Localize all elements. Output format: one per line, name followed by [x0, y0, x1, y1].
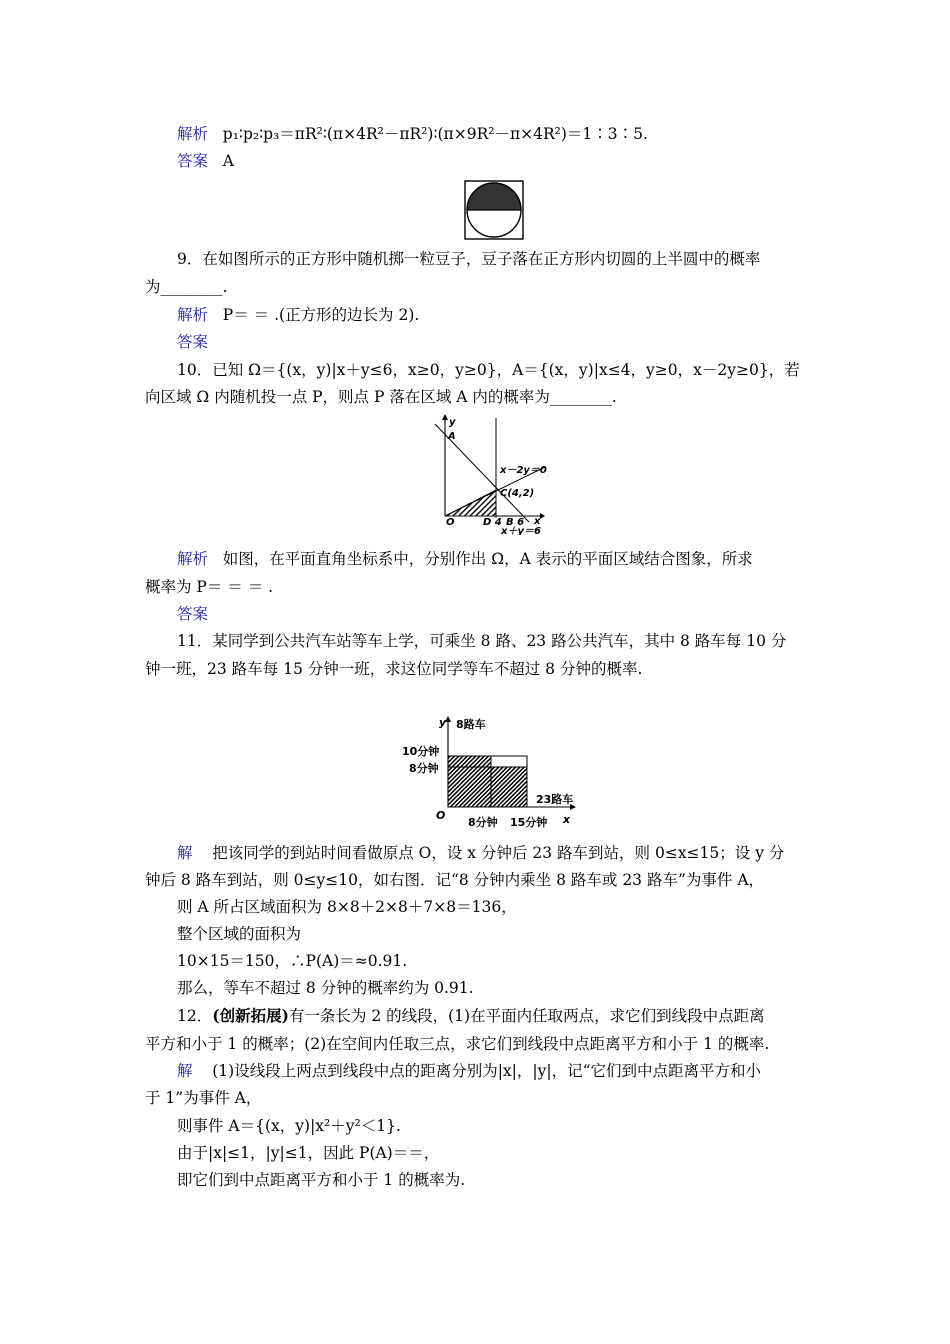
q10-jiexi-line2: 概率为 P＝ ＝ ＝ .: [145, 578, 274, 596]
p8-jiexi-line: [177, 124, 648, 144]
q11-waiting-figure: [400, 712, 585, 836]
label-y: y: [449, 417, 456, 428]
q11-question-line2: 钟一班，23 路车每 15 分钟一班，求这位同学等车不超过 8 分钟的概率.: [145, 660, 643, 678]
p8-jiexi-text: p₁∶p₂∶p₃＝πR²∶(π×4R²－πR²)∶(π×9R²－π×4R²)＝1∶3∶5.: [222, 125, 648, 143]
jiexi-label: 解析: [177, 125, 209, 143]
label-B6: B 6: [506, 517, 525, 528]
jiexi-label: 解析: [177, 550, 209, 568]
q12-number: 12．: [177, 1007, 213, 1025]
answer-label: 答案: [177, 333, 209, 351]
q9-question-line2: 为________.: [145, 278, 228, 296]
label-x: x: [534, 516, 541, 527]
q12-solution-line5: 即它们到中点距离平方和小于 1 的概率为.: [177, 1171, 466, 1189]
p8-answer-line: [177, 151, 234, 171]
label-line-x-2y: x－2y＝0: [500, 465, 547, 476]
label-8lu: 8路车: [456, 718, 486, 731]
q9-question-line1: 9．在如图所示的正方形中随机掷一粒豆子，豆子落在正方形内切圆的上半圆中的概率: [177, 250, 761, 268]
q10-question-line1: 10．已知 Ω＝{(x，y)|x＋y≤6，x≥0，y≥0}，A＝{(x，y)|x≤4，y≥0，x－2y≥0}，若: [177, 361, 800, 379]
q11-solution-line2: 钟后 8 路车到站，则 0≤y≤10，如右图．记“8 分钟内乘坐 8 路车或 23 路车”为事件 A，: [145, 871, 765, 889]
q12-question-text1: 有一条长为 2 的线段，(1)在平面内任取两点，求它们到线段中点距离: [288, 1007, 765, 1025]
q10-answer-line: [177, 604, 208, 624]
q10-region-figure: [428, 410, 563, 539]
label-y: y: [439, 716, 447, 729]
q12-solution-line4: 由于|x|≤1，|y|≤1，因此 P(A)＝＝，: [177, 1144, 440, 1162]
answer-label: 答案: [177, 152, 209, 170]
label-15min: 15分钟: [510, 816, 548, 829]
q11-question-line1: 11．某同学到公共汽车站等车上学，可乘坐 8 路、23 路公共汽车，其中 8 路车每 10 分: [177, 632, 787, 650]
q11-solution-line1: [177, 843, 784, 863]
jiexi-label: 解析: [177, 306, 209, 324]
label-10min: 10分钟: [402, 745, 440, 758]
answer-label: 答案: [177, 605, 209, 623]
label-A: A: [448, 431, 456, 442]
q9-answer-line: [177, 332, 208, 352]
q9-square-circle-figure: [464, 180, 524, 244]
q12-solution-line1: [177, 1061, 761, 1081]
q9-jiexi-text: P＝ ＝ .(正方形的边长为 2).: [222, 306, 420, 324]
solution-label: 解: [177, 1062, 193, 1080]
q11-solution-line4: 整个区域的面积为: [177, 925, 302, 943]
q12-tag: (创新拓展): [212, 1006, 289, 1025]
q12-question-line1: [177, 1006, 765, 1026]
q12-solution-line2: 于 1”为事件 A，: [145, 1089, 262, 1107]
solution-label: 解: [177, 844, 193, 862]
q11-solution-line6: 那么，等车不超过 8 分钟的概率约为 0.91.: [177, 979, 474, 997]
q12-question-line2: 平方和小于 1 的概率；(2)在空间内任取三点，求它们到线段中点距离平方和小于 1 的概率.: [145, 1035, 770, 1053]
q10-jiexi-line1: [177, 549, 753, 569]
label-line-x+y: x＋y＝6: [501, 526, 541, 535]
q12-solution-line3: 则事件 A＝{(x，y)|x²＋y²＜1}.: [177, 1117, 401, 1135]
label-O: O: [446, 517, 455, 528]
label-8min-y: 8分钟: [409, 762, 439, 775]
label-x: x: [563, 813, 571, 826]
q12-solution-text1: (1)设线段上两点到线段中点的距离分别为|x|，|y|，记“它们到中点距离平方和小: [212, 1062, 762, 1080]
q11-solution-line5: 10×15＝150，∴P(A)＝≈0.91.: [177, 952, 408, 970]
label-8min-x: 8分钟: [468, 816, 498, 829]
q10-question-line2: 向区域 Ω 内随机投一点 P，则点 P 落在区域 A 内的概率为________.: [145, 388, 617, 406]
q10-jiexi-text1: 如图，在平面直角坐标系中，分别作出 Ω，A 表示的平面区域结合图象，所求: [222, 550, 753, 568]
q11-solution-text1: 把该同学的到站时间看做原点 O，设 x 分钟后 23 路车到站，则 0≤x≤15；设 y 分: [212, 844, 785, 862]
label-23lu: 23路车: [536, 793, 574, 806]
label-O: O: [436, 809, 446, 822]
q9-jiexi-line: [177, 305, 419, 325]
q11-solution-line3: 则 A 所占区域面积为 8×8＋2×8＋7×8＝136，: [177, 898, 517, 916]
label-C: C(4,2): [500, 488, 535, 499]
label-D4: D 4: [483, 517, 502, 528]
p8-answer-text: A: [222, 152, 234, 170]
